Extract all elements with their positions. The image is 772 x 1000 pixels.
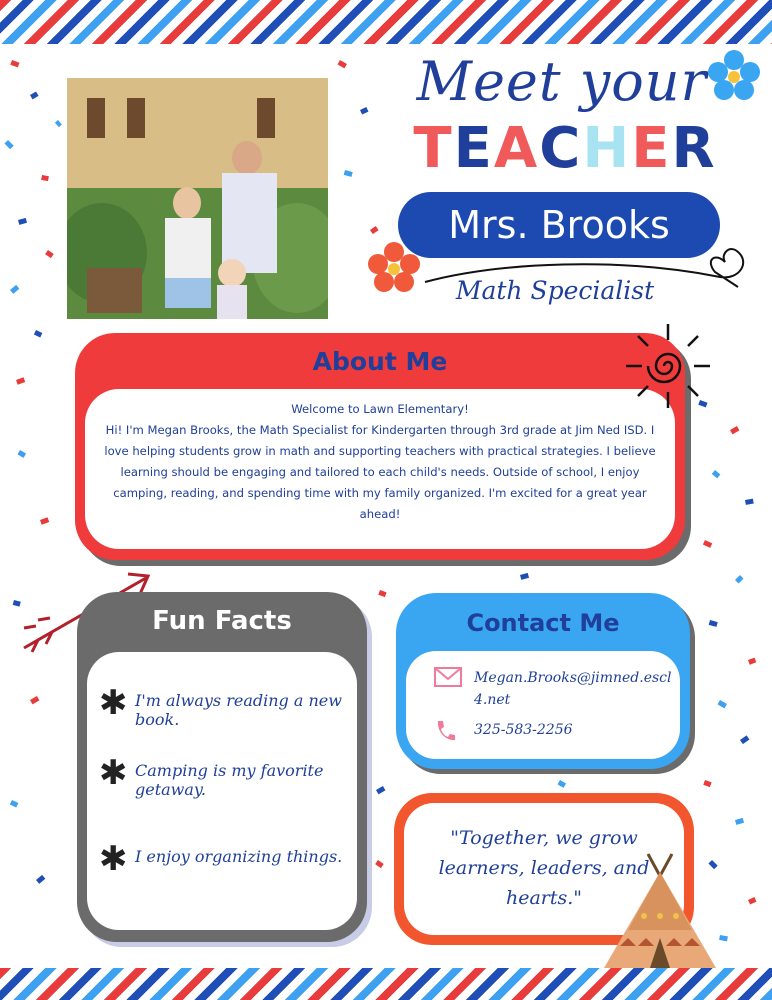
email-row[interactable] (434, 667, 674, 711)
teacher-letter: E (631, 116, 672, 181)
contact-me-card (396, 593, 690, 769)
asterisk-icon: ✱ (99, 839, 128, 879)
fun-fact-item (99, 683, 349, 729)
teacher-name-banner: Mrs. Brooks (398, 192, 720, 258)
fun-fact-text: Camping is my favorite getaway. (135, 761, 324, 799)
meet-your-heading (392, 48, 732, 118)
about-me-body (85, 389, 675, 549)
about-me-card (75, 333, 685, 560)
fun-fact-text: I enjoy organizing things. (135, 847, 343, 866)
teacher-letter: H (582, 116, 632, 181)
email-link[interactable]: Megan.Brooks@jimned.escl4.net (474, 670, 672, 708)
contact-me-title: Contact Me (466, 609, 620, 637)
teacher-letter: C (539, 116, 583, 181)
asterisk-icon: ✱ (99, 753, 128, 793)
teacher-letter: A (493, 116, 540, 181)
contact-details (406, 651, 680, 759)
teacher-letter: T (413, 116, 454, 181)
fun-facts-list (87, 652, 357, 930)
about-greeting: Welcome to Lawn Elementary! (291, 402, 469, 416)
red-flower-icon (366, 240, 422, 296)
fun-fact-text: I'm always reading a new book. (135, 691, 342, 729)
top-stripe-border (0, 0, 772, 44)
phone-number[interactable]: 325-583-2256 (474, 722, 573, 738)
blue-flower-icon (706, 48, 762, 104)
meet-your-text: Meet your (416, 50, 708, 113)
fun-facts-title: Fun Facts (152, 606, 292, 636)
asterisk-icon: ✱ (99, 683, 128, 723)
fun-facts-card (77, 592, 367, 942)
phone-row[interactable] (434, 719, 674, 747)
envelope-icon (434, 667, 474, 691)
teacher-letter: E (453, 116, 494, 181)
fun-fact-item (99, 753, 349, 799)
phone-icon (434, 719, 474, 747)
teacher-heading (400, 116, 730, 181)
fun-fact-item (99, 839, 349, 879)
family-photo (67, 78, 328, 319)
about-me-title: About Me (312, 347, 448, 376)
sun-spiral-icon (620, 318, 716, 414)
bottom-stripe-border (0, 968, 772, 1000)
teepee-icon (598, 850, 722, 972)
teacher-role: Math Specialist (455, 276, 655, 305)
quote-text: "Together, we grow learners, leaders, and hearts." (404, 803, 684, 935)
about-paragraph: Hi! I'm Megan Brooks, the Math Specialist for Kindergarten through 3rd grade at Jim Ned ISD. I love helping students grow in math and supporting teachers with practical strategies. I believe learning should be engaging and tailored to each child's needs. Outside of school, I enjoy camping, reading, and spending time with my family organized. I'm excited for a great year ahead! (104, 423, 656, 521)
teacher-letter: R (671, 116, 717, 181)
